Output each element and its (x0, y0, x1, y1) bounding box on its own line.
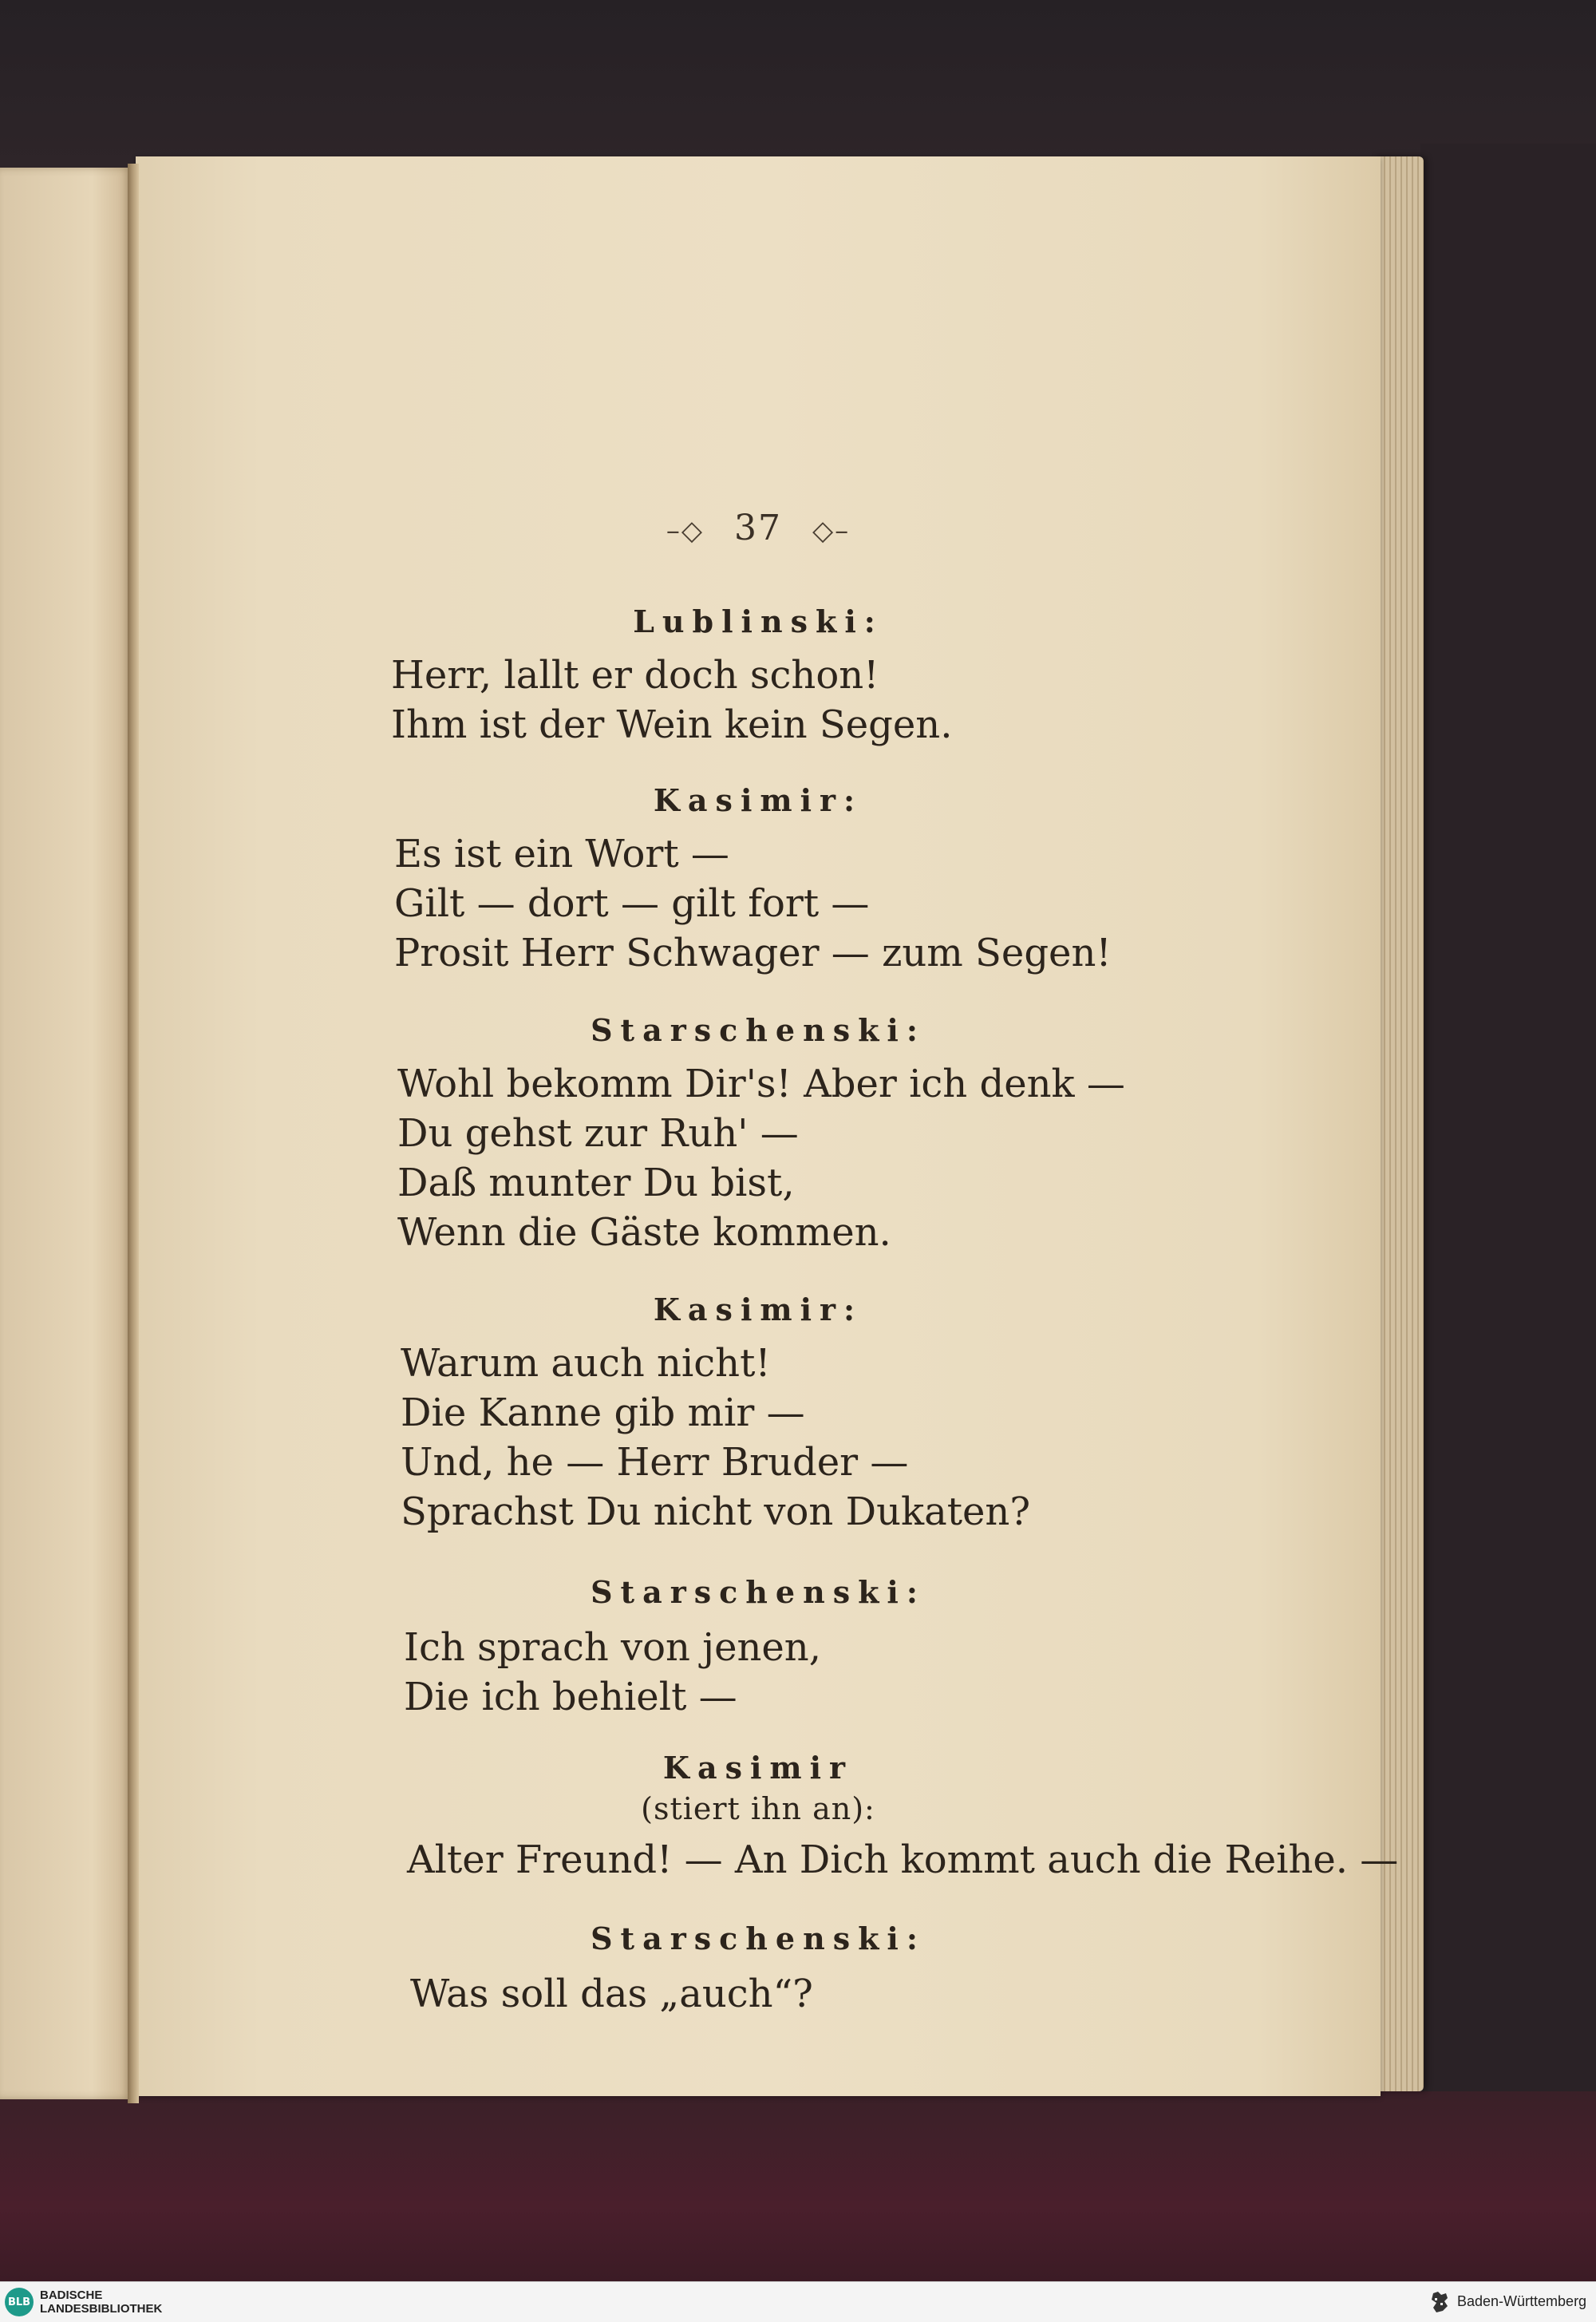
ornament-left-icon: –◇ (666, 515, 704, 547)
viewer-footer (0, 2281, 1596, 2322)
verse-line: Daß munter Du bist, (397, 1161, 795, 1205)
library-name-line2: LANDESBIBLIOTHEK (40, 2302, 163, 2316)
verse-line: Die Kanne gib mir — (401, 1390, 805, 1435)
verse-line: Gilt — dort — gilt fort — (394, 881, 870, 926)
speaker-name: Lublinski: (633, 603, 883, 639)
verse-line: Es ist ein Wort — (394, 832, 729, 876)
library-name[interactable] (40, 2288, 162, 2316)
verse-line: Wohl bekomm Dir's! Aber ich denk — (397, 1062, 1125, 1106)
verse-line: Prosit Herr Schwager — zum Segen! (394, 931, 1112, 975)
book-gutter (128, 164, 139, 2103)
speaker-name: Starschenski: (591, 1012, 926, 1048)
speaker-name: Starschenski: (591, 1574, 926, 1610)
speaker-name: Starschenski: (591, 1920, 926, 1956)
verse-line: Und, he — Herr Bruder — (401, 1440, 909, 1485)
verse-line: Ich sprach von jenen, (404, 1625, 821, 1670)
stage-direction: (stiert ihn an): (641, 1791, 875, 1826)
verse-line: Warum auch nicht! (401, 1341, 771, 1386)
verse-line: Herr, lallt er doch schon! (391, 653, 879, 698)
speaker-name: Kasimir: (653, 782, 863, 818)
verse-line: Die ich behielt — (404, 1675, 737, 1719)
state-name[interactable]: Baden-Württemberg (1457, 2293, 1587, 2309)
scan-background-bottom (0, 2091, 1596, 2283)
speaker-name: Kasimir: (653, 1292, 863, 1327)
speaker-name: Kasimir (662, 1750, 854, 1786)
previous-page-edge (0, 168, 132, 2099)
verse-line: Was soll das „auch“? (410, 1972, 813, 2016)
ornament-right-icon: ◇– (812, 515, 851, 547)
page-number-value: 37 (734, 508, 782, 548)
verse-line: Alter Freund! — An Dich kommt auch die Reihe. — (407, 1837, 1399, 1882)
verse-line: Sprachst Du nicht von Dukaten? (401, 1489, 1031, 1534)
play-text (136, 156, 1399, 2096)
library-name-line1: BADISCHE (40, 2288, 103, 2302)
scan-background-right (1420, 144, 1596, 2139)
page-stack-edges (1374, 156, 1424, 2091)
verse-line: Du gehst zur Ruh' — (397, 1111, 799, 1156)
verse-line: Ihm ist der Wein kein Segen. (391, 702, 953, 747)
verse-line: Wenn die Gäste kommen. (397, 1210, 891, 1255)
scan-background-top (0, 0, 1596, 168)
book-page (136, 156, 1399, 2096)
blb-logo-icon[interactable]: BLB (5, 2288, 34, 2316)
baden-wuerttemberg-lion-icon (1430, 2290, 1451, 2314)
